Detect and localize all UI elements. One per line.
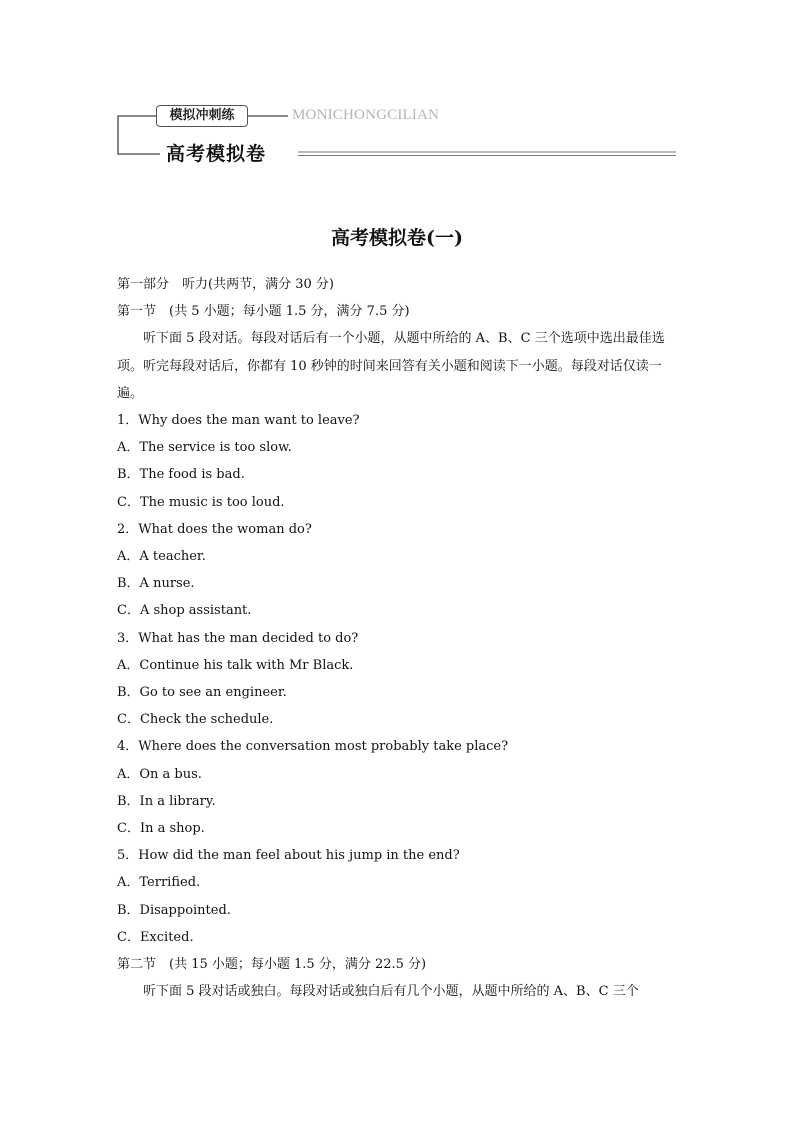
question-option: C．Excited.	[117, 929, 194, 945]
page-header	[0, 0, 794, 180]
part-heading: 第一部分 听力(共两节，满分 30 分)	[117, 277, 334, 292]
question-option: B．Disappointed.	[117, 902, 231, 918]
question-option: A．Continue his talk with Mr Black.	[117, 657, 354, 673]
question-option: A．A teacher.	[117, 549, 206, 565]
question-stem: 1．Why does the man want to leave?	[117, 413, 360, 429]
question-option: B．A nurse.	[117, 576, 195, 592]
question-option: B．Go to see an engineer.	[117, 685, 287, 701]
instruction-paragraph: 听下面 5 段对话或独白。每段对话或独白后有几个小题，从题中所给的 A、B、C 三个	[143, 984, 639, 1000]
question-option: A．The service is too slow.	[117, 440, 292, 456]
question-option: C．Check the schedule.	[117, 712, 274, 728]
section-heading: 第二节 (共 15 小题；每小题 1.5 分，满分 22.5 分)	[117, 957, 427, 973]
header-frame-lines	[0, 0, 794, 180]
question-option: B．In a library.	[117, 793, 216, 809]
question-option: B．The food is bad.	[117, 467, 245, 483]
section-title: 高考模拟卷	[166, 143, 267, 165]
question-stem: 4．Where does the conversation most probably take place?	[117, 739, 509, 755]
question-stem: 2．What does the woman do?	[117, 521, 312, 537]
question-option: C．In a shop.	[117, 821, 205, 837]
question-stem: 5．How did the man feel about his jump in the end?	[117, 848, 460, 864]
badge-label: 模拟冲刺练	[156, 105, 248, 127]
section-heading: 第一节 (共 5 小题；每小题 1.5 分，满分 7.5 分)	[117, 304, 410, 320]
question-option: C．The music is too loud.	[117, 494, 285, 510]
instruction-paragraph: 听下面 5 段对话。每段对话后有一个小题，从题中所给的 A、B、C 三个选项中选出最佳选项。听完每段对话后，你都有 10 秒钟的时间来回答有关小题和阅读下一小题。每段对话仅读一遍。	[117, 331, 665, 401]
question-option: C．A shop assistant.	[117, 603, 252, 619]
document-body	[117, 271, 679, 1005]
document-title: 高考模拟卷(一)	[331, 227, 463, 249]
question-option: A．Terrified.	[117, 875, 201, 891]
romanization-text: MONICHONGCILIAN	[292, 107, 440, 123]
question-option: A．On a bus.	[117, 766, 202, 782]
question-stem: 3．What has the man decided to do?	[117, 630, 359, 646]
